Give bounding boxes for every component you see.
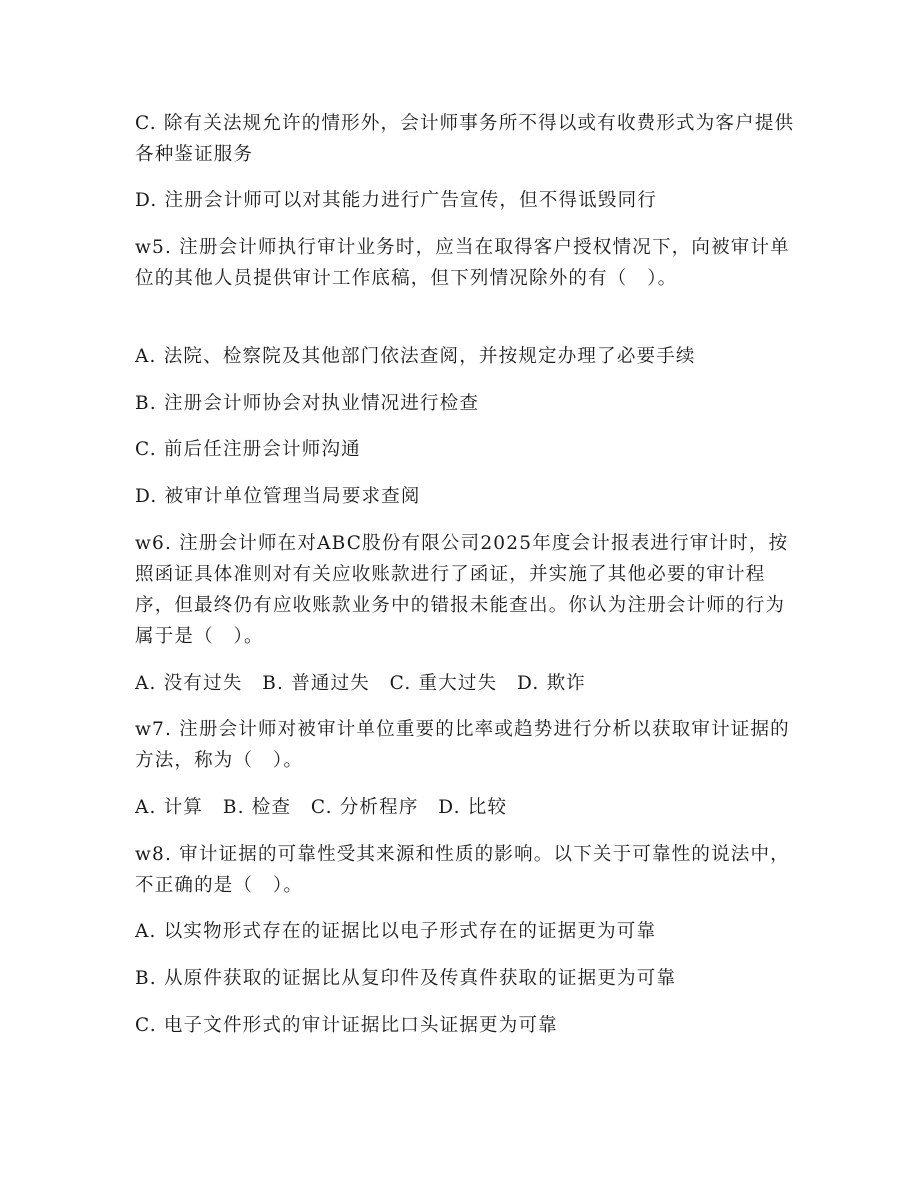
options-w6: A. 没有过失 B. 普通过失 C. 重大过失 D. 欺诈 xyxy=(135,673,586,694)
question-w6: w6. 注册会计师在对ABC股份有限公司2025年度会计报表进行审计时，按照函证具体准则对有关应收账款进行了函证，并实施了其他必要的审计程序，但最终仍有应收账款业务中的错报未能查出。你认为注册会计师的行为属于是（ ）。 xyxy=(135,533,789,647)
option-b-w5: B. 注册会计师协会对执业情况进行检查 xyxy=(135,393,480,414)
option-c-q4: C. 除有关法规允许的情形外，会计师事务所不得以或有收费形式为客户提供各种鉴证服务 xyxy=(135,113,795,165)
question-w5: w5. 注册会计师执行审计业务时，应当在取得客户授权情况下，向被审计单位的其他人员提供审计工作底稿，但下列情况除外的有（ ）。 xyxy=(135,237,790,289)
question-w8: w8. 审计证据的可靠性受其来源和性质的影响。以下关于可靠性的说法中，不正确的是（ ）。 xyxy=(135,844,790,896)
option-a-w5: A. 法院、检察院及其他部门依法查阅，并按规定办理了必要手续 xyxy=(135,346,696,367)
option-b-w8: B. 从原件获取的证据比从复印件及传真件获取的证据更为可靠 xyxy=(135,968,677,989)
option-d-q4: D. 注册会计师可以对其能力进行广告宣传，但不得诋毁同行 xyxy=(135,190,658,211)
option-c-w8: C. 电子文件形式的审计证据比口头证据更为可靠 xyxy=(135,1015,558,1036)
question-w7: w7. 注册会计师对被审计单位重要的比率或趋势进行分析以获取审计证据的方法，称为（ ）。 xyxy=(135,719,790,771)
option-a-w8: A. 以实物形式存在的证据比以电子形式存在的证据更为可靠 xyxy=(135,921,657,942)
option-c-w5: C. 前后任注册会计师沟通 xyxy=(135,439,361,460)
options-w7: A. 计算 B. 检查 C. 分析程序 D. 比较 xyxy=(135,797,508,818)
option-d-w5: D. 被审计单位管理当局要求查阅 xyxy=(135,486,421,507)
